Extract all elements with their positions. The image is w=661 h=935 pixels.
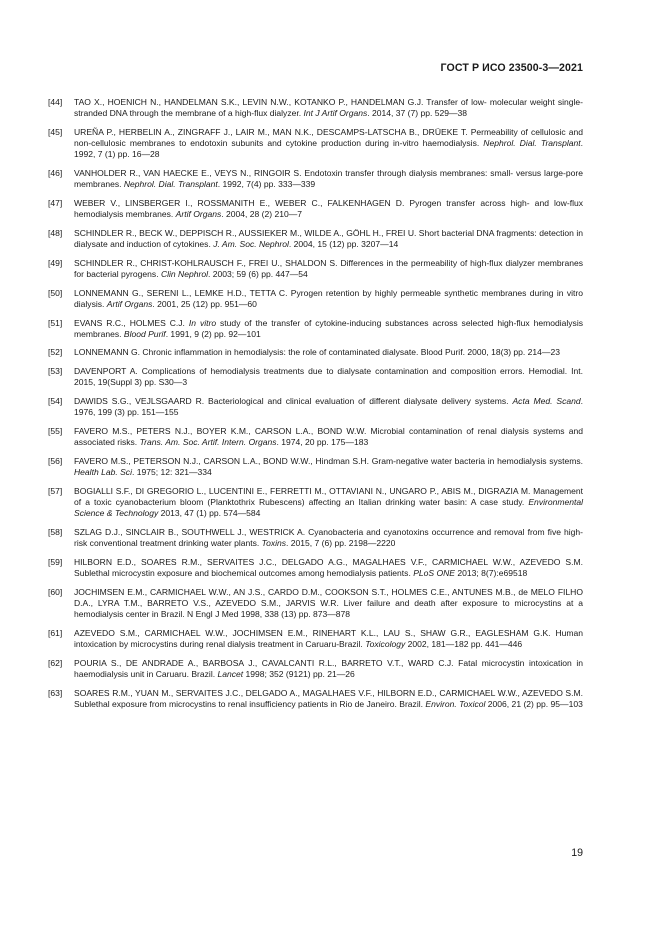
reference-text-segment: BOGIALLI S.F., DI GREGORIO L., LUCENTINI E., FERRETTI M., OTTAVIANI N., UNGARO P., ABIS M., DIGRAZIA M. Management of a toxic cyanobacterium bloom (Planktothrix Rubescens) affecting an Italian drinking water basin: A case study. xyxy=(74,485,583,507)
reference-number: [53] xyxy=(48,366,63,377)
reference-text-segment: . 2015, 7 (6) pp. 2198—2220 xyxy=(286,538,396,549)
reference-item xyxy=(48,288,583,311)
reference-text-segment: SCHINDLER R., CHRIST-KOHLRAUSCH F., FREI U., SHALDON S. Differences in the permeability of high-flux dialyzer membranes for bacterial pyrogens. xyxy=(74,257,583,280)
reference-item xyxy=(48,366,583,389)
reference-number: [45] xyxy=(48,126,63,137)
reference-source-italic: J. Am. Soc. Nephrol xyxy=(213,239,289,250)
reference-text-segment: 2013; 8(7):e69518 xyxy=(455,567,528,578)
reference-text-segment: EVANS R.C., HOLMES C.J. xyxy=(74,317,189,328)
reference-number: [52] xyxy=(48,347,63,358)
reference-number: [55] xyxy=(48,425,63,436)
reference-text xyxy=(74,288,583,311)
reference-number: [60] xyxy=(48,586,63,597)
reference-text-segment: TAO X., HOENICH N., HANDELMAN S.K., LEVIN N.W., KOTANKO P., HANDELMAN G.J. Transfer of low- molecular weight single-stranded DNA through the membrane of a high-flux dialyzer. xyxy=(74,97,583,119)
reference-source-italic: Trans. Am. Soc. Artif. Intern. Organs xyxy=(139,437,277,448)
reference-text-segment: . 2003; 59 (6) pp. 447—54 xyxy=(207,269,308,280)
reference-text-segment: FAVERO M.S., PETERSON N.J., CARSON L.A., BOND W.W., Hindman S.H. Gram-negative water bacteria in hemodialysis systems. xyxy=(74,455,583,466)
reference-list xyxy=(48,97,583,717)
reference-source-italic: Environmental Science & Technology xyxy=(74,496,583,519)
reference-source-italic: In vitro xyxy=(188,317,217,328)
reference-source-italic: Toxicology xyxy=(365,639,406,650)
reference-item xyxy=(48,127,583,161)
reference-number: [46] xyxy=(48,168,63,179)
reference-source-italic: Acta Med. Scand xyxy=(512,395,581,406)
reference-text xyxy=(74,426,583,449)
reference-text-segment: . 2004, 15 (12) pp. 3207—14 xyxy=(288,239,399,250)
reference-number: [48] xyxy=(48,227,63,238)
reference-item xyxy=(48,426,583,449)
reference-text-segment: VANHOLDER R., VAN HAECKE E., VEYS N., RINGOIR S. Endotoxin transfer through dialysis membranes: small- versus large-pore membranes. xyxy=(74,168,583,190)
reference-item xyxy=(48,527,583,550)
reference-number: [47] xyxy=(48,197,63,208)
reference-text-segment: . 2001, 25 (12) pp. 951—60 xyxy=(152,298,257,309)
reference-source-italic: Toxins xyxy=(261,538,287,549)
reference-text-segment: DAWIDS S.G., VEJLSGAARD R. Bacteriological and clinical evaluation of different dialysate delivery systems. xyxy=(74,395,513,406)
reference-text-segment: 2013, 47 (1) pp. 574—584 xyxy=(158,508,261,519)
reference-item xyxy=(48,318,583,341)
reference-text xyxy=(74,198,583,221)
reference-number: [56] xyxy=(48,455,63,466)
reference-text-segment: . 1976, 199 (3) pp. 151—155 xyxy=(74,395,584,418)
reference-text xyxy=(74,527,583,550)
reference-text-segment: 2006, 21 (2) pp. 95—103 xyxy=(485,698,583,709)
reference-source-italic: Blood Purif xyxy=(123,328,166,339)
reference-item xyxy=(48,658,583,681)
reference-text xyxy=(74,628,583,651)
reference-source-italic: Int J Artif Organs xyxy=(303,108,368,119)
reference-text-segment: UREÑA P., HERBELIN A., ZINGRAFF J., LAIR M., MAN N.K., DESCAMPS-LATSCHA B., DRÜEKE T. Permeability of cellulosic and non-cellulosic membranes to endotoxin subunits and cytokine production during in-vitro haemodialysis. xyxy=(74,126,583,149)
reference-text xyxy=(74,456,583,479)
reference-text-segment: SOARES R.M., YUAN M., SERVAITES J.C., DELGADO A., MAGALHAES V.F., HILBORN E.D., CARMICHAEL W.W., AZEVEDO S.M. Sublethal exposure from microcystins to renal insufficiency patients in Rio de Janeiro. Brazil. xyxy=(74,687,583,709)
reference-source-italic: Nephrol. Dial. Transplant xyxy=(123,179,218,190)
reference-text-segment: . 1974, 20 pp. 175—183 xyxy=(276,437,369,448)
reference-item xyxy=(48,258,583,281)
reference-text xyxy=(74,587,583,621)
reference-item xyxy=(48,198,583,221)
reference-text-segment: AZEVEDO S.M., CARMICHAEL W.W., JOCHIMSEN E.M., RINEHART K.L., LAU S., SHAW G.R., EAGLESHAM G.K. Human intoxication by microcystins during renal dialysis treatment in Caruaru-Brazil. xyxy=(74,627,583,650)
reference-text xyxy=(74,168,583,191)
reference-text-segment: JOCHIMSEN E.M., CARMICHAEL W.W., AN J.S., CARDO D.M., COOKSON S.T., HOLMES C.E., ANTUNES M.B., de MELO FILHO D.A., LYRA T.M., BARRETO V.S., AZEVEDO S.M., JARVIS W.R. Liver failure and death after exposure to microcystins at a hemodialysis center in Brazil. N Engl J Med 1998, 338 (13) pp. 873—878 xyxy=(74,586,583,620)
reference-text-segment: HILBORN E.D., SOARES R.M., SERVAITES J.C., DELGADO A.G., MAGALHAES V.F., CARMICHAEL W.W., AZEVEDO S.M. Sublethal microcystin exposure and biochemical outcomes among hemodialysis patients. xyxy=(74,556,583,578)
reference-text-segment: . 1992, 7(4) pp. 333—339 xyxy=(217,179,316,190)
reference-number: [49] xyxy=(48,257,63,268)
reference-text-segment: FAVERO M.S., PETERS N.J., BOYER K.M., CARSON L.A., BOND W.W. Microbial contamination of renal dialysis systems and associated risks. xyxy=(74,425,583,448)
reference-text-segment: POURIA S., DE ANDRADE A., BARBOSA J., CAVALCANTI R.L., BARRETO V.T., WARD C.J. Fatal microcystin intoxication in haemodialysis unit in Caruaru. Brazil. xyxy=(74,657,583,679)
reference-source-italic: Environ. Toxicol xyxy=(425,698,486,709)
reference-number: [57] xyxy=(48,485,63,496)
reference-text xyxy=(74,658,583,681)
reference-text-segment: . 2014, 37 (7) pp. 529—38 xyxy=(367,108,468,119)
reference-number: [44] xyxy=(48,97,63,107)
reference-text-segment: SCHINDLER R., BECK W., DEPPISCH R., AUSSIEKER M., WILDE A., GÖHL H., FREI U. Short bacterial DNA fragments: detection in dialysate and induction of cytokines. xyxy=(74,227,583,250)
reference-source-italic: Lancet xyxy=(217,668,244,679)
reference-number: [63] xyxy=(48,687,63,698)
reference-item xyxy=(48,486,583,520)
reference-number: [51] xyxy=(48,317,63,328)
reference-text-segment: study of the transfer of cytokine-inducing substances across selected high-flux hemodialysis membranes. xyxy=(74,317,583,339)
reference-text xyxy=(74,366,583,389)
reference-text xyxy=(74,127,583,161)
reference-item xyxy=(48,168,583,191)
reference-number: [58] xyxy=(48,526,63,537)
reference-source-italic: Nephrol. Dial. Transplant xyxy=(483,138,581,149)
reference-item xyxy=(48,347,583,358)
reference-number: [54] xyxy=(48,395,63,406)
reference-text xyxy=(74,486,583,520)
reference-item xyxy=(48,557,583,580)
reference-text-segment: LONNEMANN G., SERENI L., LEMKE H.D., TETTA C. Pyrogen retention by highly permeable synthetic membranes during in vitro dialysis. xyxy=(74,287,583,309)
reference-source-italic: Health Lab. Sci xyxy=(74,466,132,477)
reference-item xyxy=(48,97,583,120)
reference-text xyxy=(74,688,583,711)
reference-text xyxy=(74,557,583,580)
reference-number: [50] xyxy=(48,287,63,298)
reference-item xyxy=(48,587,583,621)
reference-source-italic: Artif Organs xyxy=(106,298,153,309)
reference-text-segment: WEBER V., LINSBERGER I., ROSSMANITH E., WEBER C., FALKENHAGEN D. Pyrogen transfer across high- and low-flux hemodialysis membranes. xyxy=(74,197,583,220)
reference-text-segment: 1998; 352 (9121) pp. 21—26 xyxy=(243,668,355,679)
standard-header: ГОСТ Р ИСО 23500-3—2021 xyxy=(440,62,583,74)
reference-text xyxy=(74,97,583,120)
reference-text xyxy=(74,228,583,251)
reference-text-segment: . 1975; 12: 321—334 xyxy=(131,466,212,477)
reference-item xyxy=(48,456,583,479)
reference-source-italic: Clin Nephrol xyxy=(160,269,208,280)
reference-text xyxy=(74,347,583,358)
reference-text-segment: . 1992, 7 (1) pp. 16—28 xyxy=(74,138,583,160)
reference-number: [59] xyxy=(48,556,63,567)
reference-text-segment: LONNEMANN G. Chronic inflammation in hemodialysis: the role of contaminated dialysate. Blood Purif. 2000, 18(3) pp. 214—23 xyxy=(74,347,560,358)
reference-text xyxy=(74,258,583,281)
reference-text-segment: 2002, 181—182 pp. 441—446 xyxy=(405,639,523,650)
reference-item xyxy=(48,628,583,651)
reference-text-segment: . 1991, 9 (2) pp. 92—101 xyxy=(165,328,261,339)
reference-source-italic: Artif Organs xyxy=(175,209,222,220)
reference-text-segment: DAVENPORT A. Complications of hemodialysis treatments due to dialysate contamination and composition errors. Hemodial. Int. 2015, 19(Suppl 3) pp. S30—3 xyxy=(74,366,583,388)
reference-number: [61] xyxy=(48,627,63,638)
reference-text xyxy=(74,318,583,341)
reference-item xyxy=(48,688,583,711)
reference-text-segment: SZLAG D.J., SINCLAIR B., SOUTHWELL J., WESTRICK A. Cyanobacteria and cyanotoxins occurrence and removal from five high-risk conventional treatment drinking water plants. xyxy=(74,526,583,549)
reference-number: [62] xyxy=(48,657,63,668)
reference-item xyxy=(48,228,583,251)
reference-text-segment: . 2004, 28 (2) 210—7 xyxy=(221,209,303,220)
reference-source-italic: PLoS ONE xyxy=(413,567,456,578)
reference-text xyxy=(74,396,583,419)
page-number: 19 xyxy=(571,847,583,859)
reference-item xyxy=(48,396,583,419)
